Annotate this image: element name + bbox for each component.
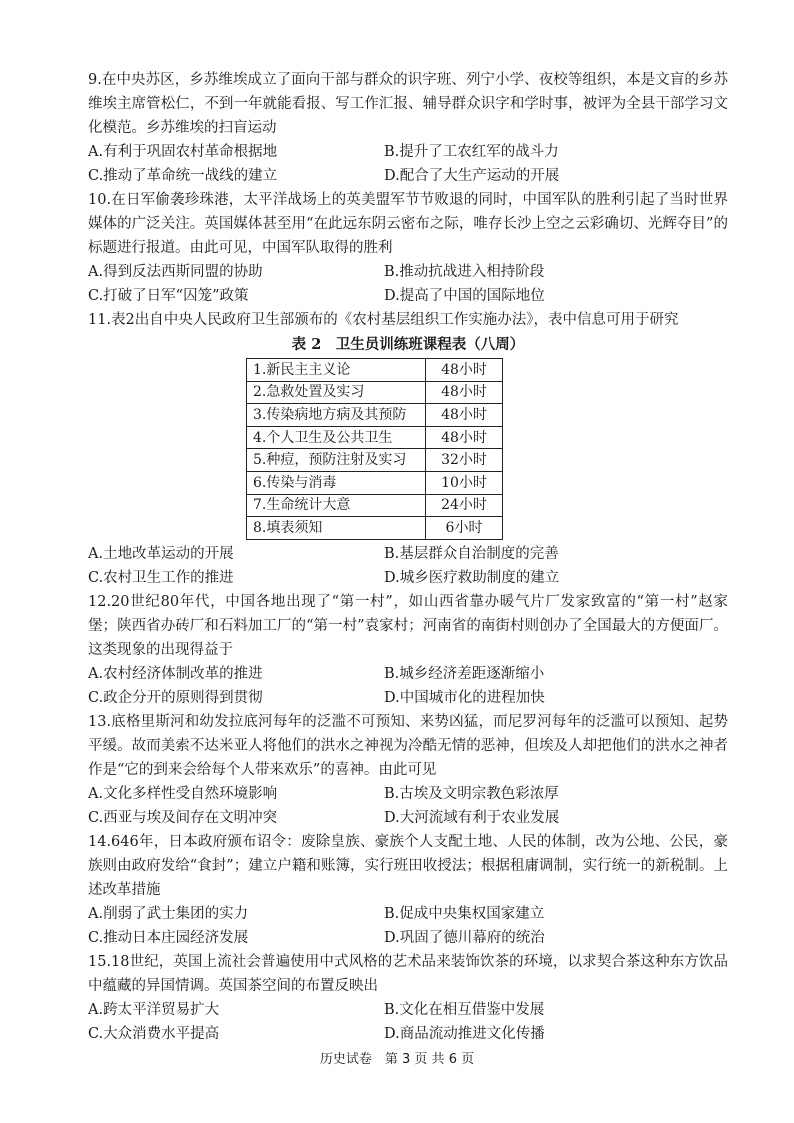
question-10 <box>88 188 728 308</box>
option-c: C.推动日本庄园经济发展 <box>88 929 249 946</box>
question-stem: 13.底格里斯河和幼发拉底河每年的泛滥不可预知、来势凶猛，而尼罗河每年的泛滥可以预知、起势平缓。故而美索不达米亚人将他们的洪水之神视为冷酷无情的恶神，但埃及人却把他们的洪水之神者作是“它的到来会给每个人带来欢乐”的喜神。由此可见 <box>88 713 728 778</box>
question-13 <box>88 710 728 830</box>
options <box>88 542 728 590</box>
course-hours: 6小时 <box>426 517 503 540</box>
option-b: B.古埃及文明宗教色彩浓厚 <box>384 785 559 802</box>
table-title: 表 2 卫生员训练班课程表（八周） <box>291 336 525 353</box>
option-b: B.基层群众自治制度的完善 <box>384 545 559 562</box>
question-14 <box>88 830 728 950</box>
option-c: C.推动了革命统一战线的建立 <box>88 168 278 184</box>
course-name: 6.传染与消毒 <box>247 471 426 494</box>
course-name: 4.个人卫生及公共卫生 <box>247 426 426 449</box>
table-row <box>247 449 503 472</box>
course-hours: 24小时 <box>426 494 503 517</box>
options <box>88 662 728 710</box>
course-hours: 48小时 <box>426 426 503 449</box>
page-footer: 历史试卷 第 3 页 共 6 页 <box>319 1052 475 1067</box>
option-b: B.推动抗战进入相持阶段 <box>384 264 545 280</box>
option-a: A.土地改革运动的开展 <box>88 545 234 562</box>
exam-page <box>88 68 728 1046</box>
option-d: D.巩固了德川幕府的统治 <box>384 929 545 946</box>
course-hours: 32小时 <box>426 449 503 472</box>
question-stem: 11.表2出自中央人民政府卫生部颁布的《农村基层组织工作实施办法》，表中信息可用于研究 <box>88 312 679 328</box>
option-d: D.大河流域有利于农业发展 <box>384 809 560 826</box>
question-15 <box>88 950 728 1046</box>
option-a: A.农村经济体制改革的推进 <box>88 665 263 682</box>
option-d: D.提高了中国的国际地位 <box>384 288 545 304</box>
option-d: D.城乡医疗救助制度的建立 <box>384 569 560 586</box>
options <box>88 902 728 950</box>
option-d: D.商品流动推进文化传播 <box>384 1025 545 1042</box>
course-name: 8.填表须知 <box>247 517 426 540</box>
options <box>88 140 728 188</box>
option-a: A.有利于巩固农村革命根据地 <box>88 144 278 160</box>
option-d: D.配合了大生产运动的开展 <box>384 168 560 184</box>
option-d: D.中国城市化的进程加快 <box>384 689 545 706</box>
option-c: C.农村卫生工作的推进 <box>88 569 234 586</box>
option-c: C.政企分开的原则得到贯彻 <box>88 689 263 706</box>
question-stem: 14.646年，日本政府颁布诏令：废除皇族、豪族个人支配土地、人民的体制，改为公地、公民，豪族则由政府发给“食封”；建立户籍和账簿，实行班田收授法；根据租庸调制，实行统一的新税制。上述改革措施 <box>88 833 728 898</box>
option-b: B.城乡经济差距逐渐缩小 <box>384 665 545 682</box>
option-c: C.西亚与埃及间存在文明冲突 <box>88 809 278 826</box>
question-stem: 12.20世纪80年代，中国各地出现了“第一村”，如山西省靠办暖气片厂发家致富的“第一村”赵家堡；陕西省办砖厂和石料加工厂的“第一村”袁家村；河南省的南街村则创办了全国最大的方便面厂。这类现象的出现得益于 <box>88 593 728 658</box>
table-row <box>247 471 503 494</box>
course-hours: 48小时 <box>426 404 503 427</box>
course-name: 3.传染病地方病及其预防 <box>247 404 426 427</box>
option-c: C.打破了日军“囚笼”政策 <box>88 288 249 304</box>
course-name: 5.种痘，预防注射及实习 <box>247 449 426 472</box>
option-a: A.得到反法西斯同盟的协助 <box>88 264 263 280</box>
course-hours: 10小时 <box>426 471 503 494</box>
table-row <box>247 381 503 404</box>
question-stem: 10.在日军偷袭珍珠港，太平洋战场上的英美盟军节节败退的同时，中国军队的胜利引起了当时世界媒体的广泛关注。英国媒体甚至用“在此远东阴云密布之际，唯存长沙上空之云彩确切、光辉夺目”的标题进行报道。由此可见，中国军队取得的胜利 <box>88 192 728 256</box>
option-a: A.文化多样性受自然环境影响 <box>88 785 278 802</box>
table-row <box>247 494 503 517</box>
course-name: 2.急救处置及实习 <box>247 381 426 404</box>
table-row <box>247 426 503 449</box>
question-11 <box>88 308 728 590</box>
table-row <box>247 517 503 540</box>
question-stem: 9.在中央苏区，乡苏维埃成立了面向干部与群众的识字班、列宁小学、夜校等组织，本是文盲的乡苏维埃主席管松仁，不到一年就能看报、写工作汇报、辅导群众识字和学时事，被评为全县干部学习文化模范。乡苏维埃的扫盲运动 <box>88 72 728 136</box>
table-row <box>247 359 503 382</box>
option-a: A.跨太平洋贸易扩大 <box>88 1001 220 1018</box>
question-9 <box>88 68 728 188</box>
course-name: 7.生命统计大意 <box>247 494 426 517</box>
question-12 <box>88 590 728 710</box>
course-name: 1.新民主主义论 <box>247 359 426 382</box>
course-table <box>246 358 503 540</box>
course-hours: 48小时 <box>426 381 503 404</box>
option-a: A.削弱了武士集团的实力 <box>88 905 249 922</box>
question-stem: 15.18世纪，英国上流社会普遍使用中式风格的艺术品来装饰饮茶的环境，以求契合茶这种东方饮品中蕴藏的异国情调。英国茶空间的布置反映出 <box>88 953 728 994</box>
option-b: B.文化在相互借鉴中发展 <box>384 1001 545 1018</box>
option-b: B.提升了工农红军的战斗力 <box>384 144 559 160</box>
options <box>88 998 728 1046</box>
options <box>88 260 728 308</box>
options <box>88 782 728 830</box>
table-row <box>247 404 503 427</box>
option-b: B.促成中央集权国家建立 <box>384 905 545 922</box>
course-hours: 48小时 <box>426 359 503 382</box>
option-c: C.大众消费水平提高 <box>88 1025 220 1042</box>
